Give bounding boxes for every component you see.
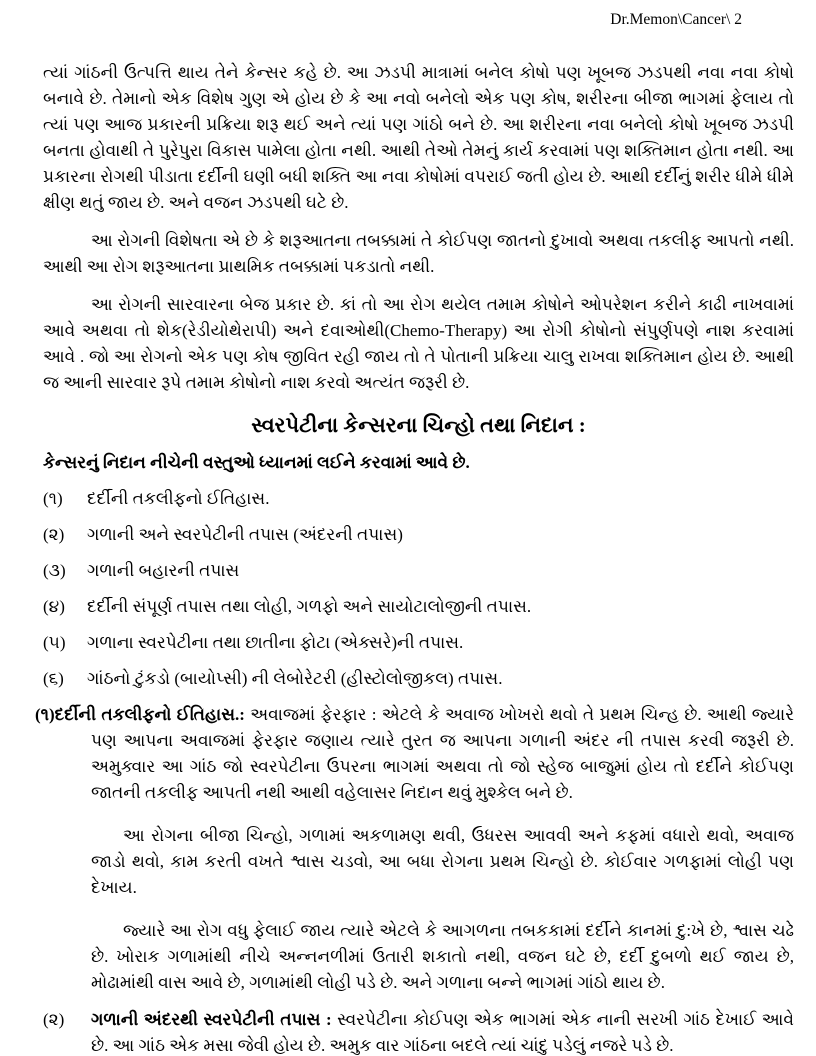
subparagraph-advanced-stage: જ્યારે આ રોગ વધુ ફેલાઈ જાય ત્યારે એટલે કે આગળના તબકકામાં દર્દીને કાનમાં દુ:ખે છે, શ્વાસ ચઢે છે. ખોરાક ગળામાંથી નીચે અન્નનળીમાં ઉતારી શકાતો નથી, વજન ઘટે છે, દર્દી દુબળો થઈ જાય છે, મોઢામાંથી વાસ આવે છે, ગળામાંથી લોહી પડે છે. અને ગળાના બન્ને ભાગમાં ગાંઠો થાય છે. (91, 921, 794, 992)
list-item-text: ગળાની અને સ્વરપેટીની તપાસ (અંદરની તપાસ) (87, 525, 403, 544)
list-item (43, 486, 794, 512)
list-item-text: દર્દીની તકલીફનો ઈતિહાસ. (87, 489, 270, 508)
list-item-number: (૨) (43, 525, 65, 544)
list-item-text: દર્દીની સંપૂર્ણ તપાસ તથા લોહી, ગળફો અને સાયોટાલોજીની તપાસ. (87, 597, 532, 616)
paragraph-disease-specialty: આ રોગની વિશેષતા એ છે કે શરૂઆતના તબક્કામાં તે કોઈપણ જાતનો દુખાવો અથવા તકલીફ આપતો નથી. આથી આ રોગ શરૂઆતના પ્રાથમિક તબક્કામાં પકડાતો નથી. (43, 231, 794, 276)
list-item (43, 666, 794, 692)
list-item-number: (૩) (43, 561, 66, 580)
list-item-number: (૧) (43, 489, 63, 508)
list-item-number: (૫) (43, 633, 66, 652)
list-item (43, 522, 794, 548)
list-item-number: (૬) (43, 669, 64, 688)
list-item-text: ગળાની બહારની તપાસ (87, 561, 240, 580)
section-number: (૧) (35, 705, 55, 724)
section-heading-larynx-cancer-signs: સ્વરપેટીના કેન્સરના ચિન્હો તથા નિદાન : (251, 413, 586, 437)
section-number: (૨) (43, 1010, 65, 1029)
diagnosis-intro-line: કેન્સરનું નિદાન નીચેની વસ્તુઓ ધ્યાનમાં લઈને કરવામાં આવે છે. (43, 453, 470, 472)
section-internal-throat-exam (43, 1007, 794, 1056)
list-item-text: ગાંઠનો ટુંકડો (બાયોપ્સી) ની લેબોરેટરી (હીસ્ટોલોજીકલ) તપાસ. (87, 669, 503, 688)
list-item (43, 630, 794, 656)
section-body-text: સ્વરપેટીના કોઈપણ એક ભાગમાં એક નાની સરખી ગાંઠ દેખાઈ આવે છે. આ ગાંઠ એક મસા જેવી હોય છે. અમુક વાર ગાંઠના બદલે ત્યાં ચાંદુ પડેલું નજરે પડે છે. (91, 1010, 794, 1055)
section-title: ગળાની અંદરથી સ્વરપેટીની તપાસ : (91, 1010, 332, 1029)
section-title: દર્દીની તકલીફનો ઈતિહાસ.: (54, 705, 245, 724)
subparagraph-other-signs: આ રોગના બીજા ચિન્હો, ગળામાં અકળામણ થવી, ઉધરસ આવવી અને કફમાં વધારો થવો, અવાજ જાડો થવો, કામ કરતી વખતે શ્વાસ ચડવો, આ બધા રોગના પ્રથમ ચિન્હો છે. કોઈવાર ગળફામાં લોહી પણ દેખાય. (91, 826, 794, 897)
section-patient-history (35, 702, 795, 806)
list-item (43, 594, 794, 620)
paragraph-cancer-cell-growth: ત્યાં ગાંઠની ઉત્પત્તિ થાય તેને કેન્સર કહે છે. આ ઝડપી માત્રામાં બનેલ કોષો પણ ખૂબજ ઝડપથી નવા નવા કોષો બનાવે છે. તેમાનો એક વિશેષ ગુણ એ હોય છે કે આ નવો બનેલો એક પણ કોષ, શરીરના બીજા ભાગમાં ફેલાય તો ત્યાં પણ આજ પ્રકારની પ્રક્રિયા શરૂ થઈ અને ત્યાં પણ ગાંઠો બને છે. આ શરીરના નવા બનેલો કોષો ખૂબજ ઝડપી બનતા હોવાથી તે પુરેપુરા વિકાસ પામેલા હોતા નથી. આથી તેઓ તેમનું કાર્ય કરવામાં પણ શક્તિમાન હોતા નથી. આ પ્રકારના રોગથી પીડાતા દર્દીની ઘણી બધી શક્તિ આ નવા કોષોમાં વપરાઈ જતી હોય છે. આથી દર્દીનું શરીર ધીમે ધીમે ક્ષીણ થતું જાય છે. અને વજન ઝડપથી ઘટે છે. (43, 63, 794, 212)
section-body-text: અવાજમાં ફેરફાર : એટલે કે અવાજ ખોખરો થવો તે પ્રથમ ચિન્હ છે. આથી જ્યારે પણ આપના અવાજમાં ફેરફાર જણાય ત્યારે તુરત જ આપના ગળાની અંદર ની તપાસ કરવી જરૂરી છે. અમુક્વાર આ ગાંઠ જો સ્વરપેટીના ઉપરના ભાગમાં અથવા તો જો સ્હેજ બાજુમાં હોય તો દર્દીને કોઈપણ જાતની તકલીફ આપતી નથી આથી વહેલાસર નિદાન થવું મુશ્કેલ બને છે. (91, 705, 795, 802)
list-item-number: (૪) (43, 597, 65, 616)
diagnosis-list (43, 486, 794, 692)
list-item (43, 558, 794, 584)
paragraph-treatment-types: આ રોગની સારવારના બેજ પ્રકાર છે. કાં તો આ રોગ થયેલ તમામ કોષોને ઓપરેશન કરીને કાઢી નાખવામાં આવે અથવા તો શેક(રેડીયોથેરાપી) અને દવાઓથી(Chemo-Therapy) આ રોગી કોષોનો સંપુર્ણપણે નાશ કરવામાં આવે . જો આ રોગનો એક પણ કોષ જીવિત રહી જાય તો તે પોતાની પ્રક્રિયા ચાલુ રાખવા શક્તિમાન હોય છે. આથી જ આની સારવાર રૂપે તમામ કોષોનો નાશ કરવો અત્યંત જરૂરી છે. (43, 295, 794, 392)
page-header-label: Dr.Memon\Cancer\ 2 (610, 11, 742, 28)
list-item-text: ગળાના સ્વરપેટીના તથા છાતીના ફોટા (એક્સરે)ની તપાસ. (87, 633, 464, 652)
section-number-and-title (35, 705, 245, 724)
